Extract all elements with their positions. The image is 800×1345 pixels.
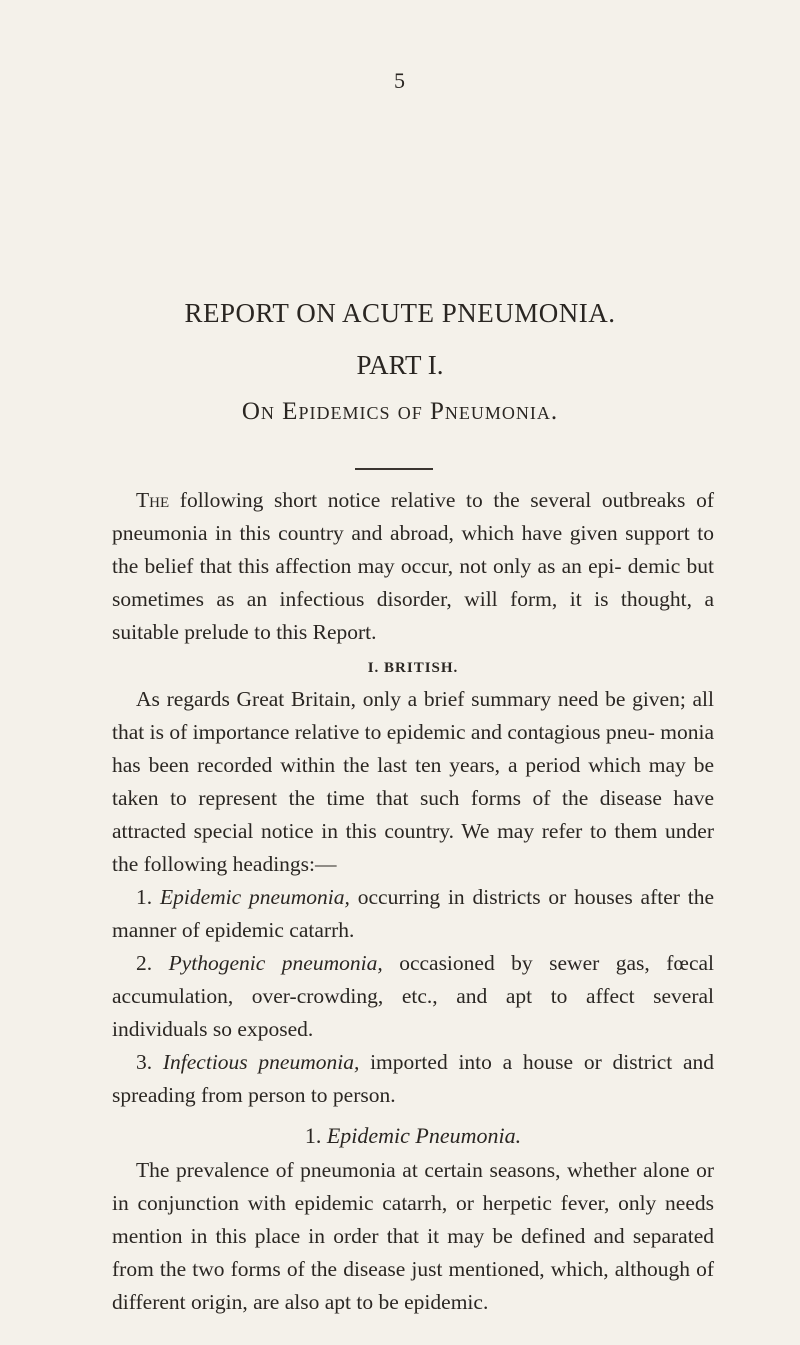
- item-term: Epidemic pneumonia,: [159, 885, 350, 909]
- final-paragraph: The prevalence of pneumonia at certain seasons, whether alone or in conjunction with epidemic catarrh, or herpetic fever, only needs mention in this place in order that it may be defined and separated from the two forms of the disease just mentioned, which, although of different origin, are also apt to be epidemic.: [112, 1158, 714, 1314]
- intro-first-word: The: [136, 488, 170, 512]
- item-term: Pythogenic pneumonia,: [168, 951, 383, 975]
- item-text: occasioned by sewer gas, fœcal accumulation, over-crowding, etc., and apt to affect several individuals so exposed.: [112, 951, 715, 1041]
- intro-paragraph: [112, 484, 714, 649]
- report-title: REPORT ON ACUTE PNEUMONIA.: [184, 298, 616, 328]
- item-number: 2.: [136, 951, 153, 975]
- subsection-heading: [112, 1118, 714, 1154]
- page-number: 5: [394, 68, 406, 93]
- list-item: [112, 881, 714, 947]
- list-item: [112, 1046, 714, 1112]
- section-paragraph: As regards Great Britain, only a brief summary need be given; all that is of importance relative to epidemic and contagious pneu- monia has been recorded within the last ten years, a period which may be taken to represent the time that such forms of the disease have attracted special notice in this country. We may refer to them under the following headings:—: [112, 687, 714, 876]
- subsection-number: 1.: [304, 1123, 322, 1148]
- subsection-title: Epidemic Pneumonia.: [326, 1123, 522, 1148]
- part-heading: PART I.: [356, 350, 444, 380]
- item-number: 1.: [136, 885, 153, 909]
- item-term: Infectious pneumonia,: [162, 1050, 360, 1074]
- part-subtitle: On Epidemics of Pneumonia.: [241, 398, 559, 425]
- section-heading: I. BRITISH.: [367, 660, 459, 676]
- list-item: [112, 947, 714, 1046]
- item-text: occurring in districts or houses after the manner of epidemic catarrh.: [112, 885, 715, 942]
- body-text: [112, 484, 714, 1319]
- item-number: 3.: [136, 1050, 153, 1074]
- item-text: imported into a house or district and spreading from person to person.: [112, 1050, 715, 1107]
- divider-rule: [355, 468, 433, 470]
- intro-text: following short notice relative to the several outbreaks of pneumonia in this country and abroad, which have given support to the belief that this affection may occur, not only as an epi- demic but sometimes as an infectious disorder, will form, it is thought, a suitable prelude to this Report.: [112, 488, 714, 644]
